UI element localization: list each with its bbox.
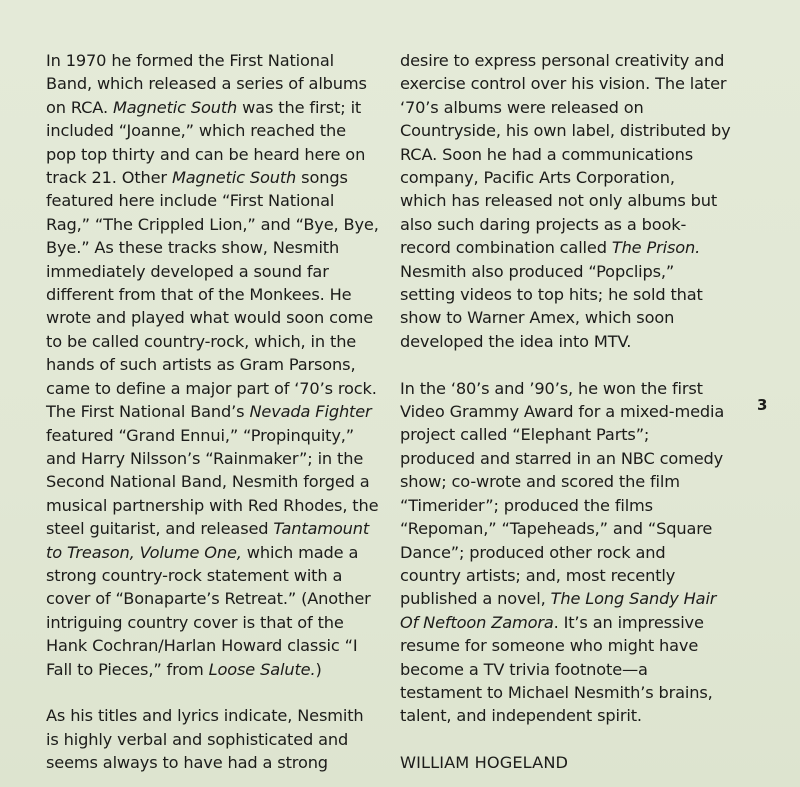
text-line <box>46 447 376 470</box>
text-segment: Hank Cochran/Harlan Howard classic “I <box>46 636 358 656</box>
text-line <box>400 658 730 681</box>
text-line <box>46 306 376 329</box>
text-line <box>46 49 376 72</box>
italic-title-text: The Long Sandy Hair <box>550 589 717 609</box>
text-segment: resume for someone who might have <box>400 636 699 656</box>
text-segment: produced and starred in an NBC comedy <box>400 448 724 468</box>
text-line <box>46 470 376 493</box>
text-line <box>400 330 730 353</box>
text-line <box>400 306 730 329</box>
text-segment: to be called country-rock, which, in the <box>46 331 357 351</box>
text-segment: songs <box>296 168 348 188</box>
text-line <box>400 564 730 587</box>
text-line <box>400 400 730 423</box>
text-segment: different from that of the Monkees. He <box>46 285 352 305</box>
text-segment: company, Pacific Arts Corporation, <box>400 168 675 188</box>
text-segment: musical partnership with Red Rhodes, the <box>46 495 379 515</box>
text-line <box>46 424 376 447</box>
text-line <box>46 400 376 423</box>
text-line <box>46 611 376 634</box>
text-line <box>46 213 379 236</box>
italic-title-text: Nevada Fighter <box>249 402 372 422</box>
text-line <box>46 377 376 400</box>
text-line <box>46 564 376 587</box>
text-segment: steel guitarist, and released <box>46 519 274 539</box>
text-line <box>46 260 376 283</box>
text-segment: The First National Band’s <box>46 402 250 422</box>
text-line <box>46 189 376 212</box>
text-line <box>46 704 376 727</box>
text-segment: ‘70’s albums were released on <box>400 97 644 117</box>
text-segment: “Repoman,” “Tapeheads,” and “Square <box>400 519 713 539</box>
text-line <box>46 119 376 142</box>
text-segment: talent, and independent spirit. <box>400 706 642 726</box>
text-line <box>46 330 376 353</box>
text-segment: Nesmith also produced “Popclips,” <box>400 261 675 281</box>
text-segment: “Timerider”; produced the films <box>400 495 653 515</box>
text-segment: RCA. Soon he had a communications <box>400 144 694 164</box>
text-segment: also such daring projects as a book- <box>400 214 687 234</box>
text-segment: strong country-rock statement with a <box>46 565 343 585</box>
italic-title-text: Tantamount <box>273 519 370 539</box>
text-segment: Fall to Pieces,” from <box>46 659 209 679</box>
text-line <box>400 236 730 259</box>
text-line <box>46 517 376 540</box>
text-segment: track 21. Other <box>46 168 172 188</box>
text-segment: featured here include “First National <box>46 191 335 211</box>
text-line <box>46 634 376 657</box>
text-segment: was the first; it <box>237 97 362 117</box>
text-segment: on RCA. <box>46 97 113 117</box>
text-line <box>400 283 730 306</box>
paragraph <box>400 49 730 353</box>
text-line <box>46 236 376 259</box>
text-line <box>46 728 376 751</box>
text-segment: published a novel, <box>400 589 551 609</box>
right-text-column <box>400 49 730 775</box>
text-line <box>400 49 730 72</box>
text-line <box>400 213 730 236</box>
text-line <box>400 166 730 189</box>
text-segment: is highly verbal and sophisticated and <box>46 729 349 749</box>
text-line <box>46 166 376 189</box>
text-segment: testament to Michael Nesmith’s brains, <box>400 682 713 702</box>
text-line <box>400 470 730 493</box>
paragraph <box>46 49 379 681</box>
text-segment: ) <box>315 659 322 679</box>
text-segment: pop top thirty and can be heard here on <box>46 144 366 164</box>
text-segment: Dance”; produced other rock and <box>400 542 666 562</box>
text-segment: record combination called <box>400 238 612 258</box>
text-segment: . It’s an impressive <box>553 612 704 632</box>
text-segment: Countryside, his own label, distributed by <box>400 121 731 141</box>
text-line <box>46 96 376 119</box>
text-line <box>46 143 376 166</box>
text-segment: In 1970 he formed the First National <box>46 51 334 70</box>
text-line <box>400 447 730 470</box>
text-line <box>46 494 379 517</box>
text-segment: setting videos to top hits; he sold that <box>400 285 703 305</box>
text-line <box>46 587 376 610</box>
italic-title-text: Loose Salute. <box>208 659 316 679</box>
text-line <box>400 517 730 540</box>
text-line <box>46 72 376 95</box>
text-line <box>400 634 730 657</box>
text-line <box>400 260 730 283</box>
text-line <box>400 423 730 446</box>
text-line <box>400 143 730 166</box>
text-segment: exercise control over his vision. The later <box>400 74 727 94</box>
italic-title-text: to Treason, Volume One, <box>46 542 242 562</box>
text-segment: project called “Elephant Parts”; <box>400 425 650 445</box>
text-line <box>46 541 376 564</box>
text-segment: become a TV trivia footnote—a <box>400 659 648 679</box>
paragraph <box>46 704 376 774</box>
text-line <box>400 96 730 119</box>
text-line <box>46 658 376 681</box>
text-line <box>400 704 730 727</box>
text-segment: Second National Band, Nesmith forged a <box>46 472 370 492</box>
text-line <box>400 494 730 517</box>
italic-title-text: The Prison. <box>611 238 701 258</box>
text-segment: Video Grammy Award for a mixed-media <box>400 402 725 422</box>
italic-title-text: Magnetic South <box>171 168 297 188</box>
text-segment: Rag,” “The Crippled Lion,” and “Bye, Bye, <box>46 214 379 234</box>
text-segment: seems always to have had a strong <box>46 753 328 773</box>
italic-title-text: Magnetic South <box>112 97 238 117</box>
text-segment: show; co-wrote and scored the film <box>400 472 680 492</box>
text-line <box>400 119 730 142</box>
text-segment: included “Joanne,” which reached the <box>46 121 346 141</box>
text-line <box>400 541 730 564</box>
author-signature: WILLIAM HOGELAND <box>400 753 569 773</box>
left-text-column <box>46 49 379 775</box>
text-segment: immediately developed a sound far <box>46 261 329 281</box>
paragraph <box>400 377 730 728</box>
italic-title-text: Of Neftoon Zamora <box>400 612 554 632</box>
text-segment: which has released not only albums but <box>400 191 718 211</box>
text-segment: came to define a major part of ‘70’s rock. <box>46 378 377 398</box>
text-segment: intriguing country cover is that of the <box>46 612 344 632</box>
text-segment: Bye.” As these tracks show, Nesmith <box>46 238 340 258</box>
text-line <box>400 611 730 634</box>
text-segment: developed the idea into MTV. <box>400 331 632 351</box>
text-segment: hands of such artists as Gram Parsons, <box>46 355 356 375</box>
text-segment: Band, which released a series of albums <box>46 74 367 94</box>
text-line <box>400 681 730 704</box>
text-segment: wrote and played what would soon come <box>46 308 374 328</box>
text-line <box>400 377 730 400</box>
page-number: 3 <box>757 396 768 414</box>
text-line <box>46 353 376 376</box>
text-segment: and Harry Nilsson’s “Rainmaker”; in the <box>46 448 364 468</box>
text-segment: country artists; and, most recently <box>400 565 676 585</box>
text-segment: In the ‘80’s and ’90’s, he won the first <box>400 378 703 398</box>
text-segment: As his titles and lyrics indicate, Nesmith <box>46 706 364 726</box>
text-line <box>46 283 376 306</box>
text-line <box>46 751 376 774</box>
text-segment: which made a <box>241 542 359 562</box>
text-line <box>400 189 730 212</box>
text-line <box>400 587 730 610</box>
text-segment: show to Warner Amex, which soon <box>400 308 675 328</box>
text-segment: desire to express personal creativity and <box>400 51 725 70</box>
text-segment: cover of “Bonaparte’s Retreat.” (Another <box>46 589 371 609</box>
text-segment: featured “Grand Ennui,” “Propinquity,” <box>46 425 355 445</box>
text-line <box>400 72 730 95</box>
